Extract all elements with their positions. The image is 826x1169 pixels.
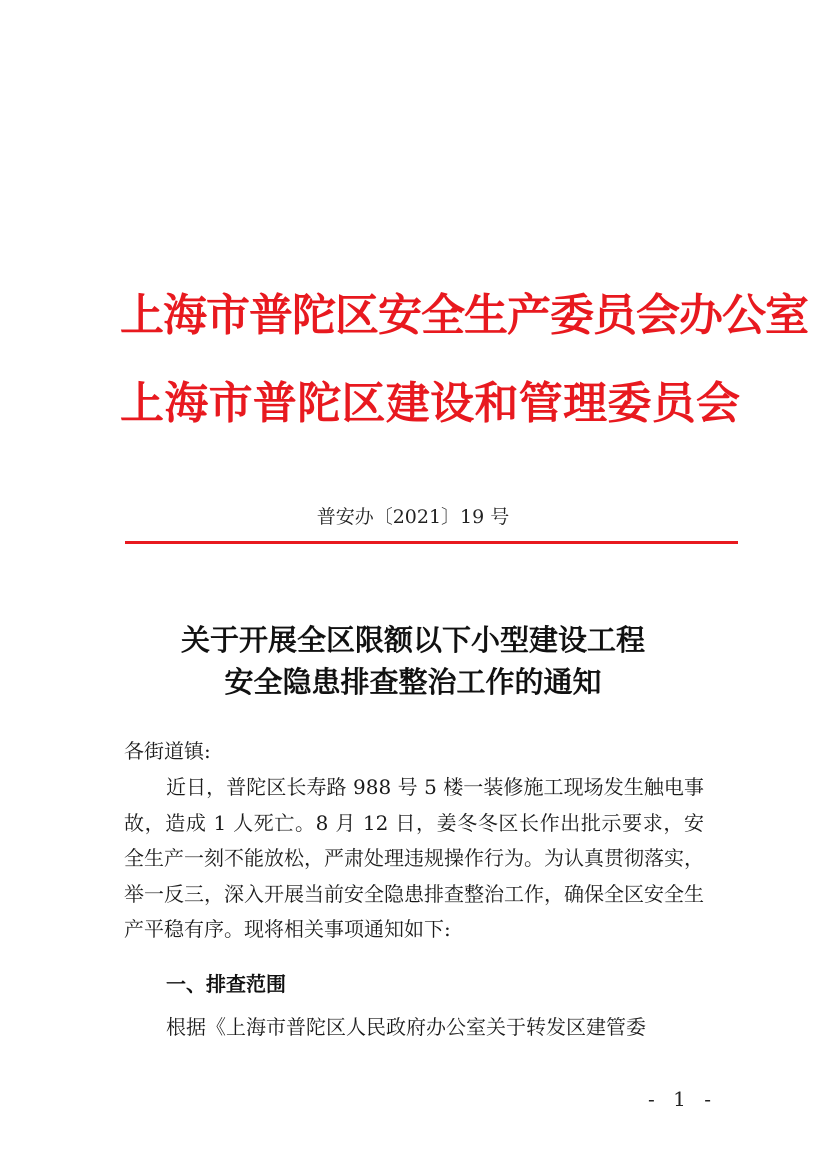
section-heading-1: 一、排查范围 xyxy=(166,972,286,996)
issuer-name-1: 上海市普陀区安全生产委员会办公室 xyxy=(120,290,808,341)
document-number: 普安办〔2021〕19 号 xyxy=(316,506,510,528)
red-divider-line xyxy=(125,541,738,544)
page-number: - 1 - xyxy=(648,1087,717,1111)
issuer-name-2: 上海市普陀区建设和管理委员会 xyxy=(120,378,740,429)
body-paragraph-2: 根据《上海市普陀区人民政府办公室关于转发区建管委 xyxy=(166,1015,646,1039)
document-title-line-2: 安全隐患排查整治工作的通知 xyxy=(224,665,602,699)
body-paragraph-1: 近日，普陀区长寿路 988 号 5 楼一装修施工现场发生触电事故，造成 1 人死亡。8 月 12 日，姜冬冬区长作出批示要求，安全生产一刻不能放松，严肃处理违规操作行为。为认真贯彻落实，举一反三，深入开展当前安全隐患排查整治工作，确保全区安全生产平稳有序。现将相关事项通知如下: xyxy=(124,775,704,941)
document-title-line-1: 关于开展全区限额以下小型建设工程 xyxy=(180,623,645,657)
salutation: 各街道镇: xyxy=(124,739,211,763)
